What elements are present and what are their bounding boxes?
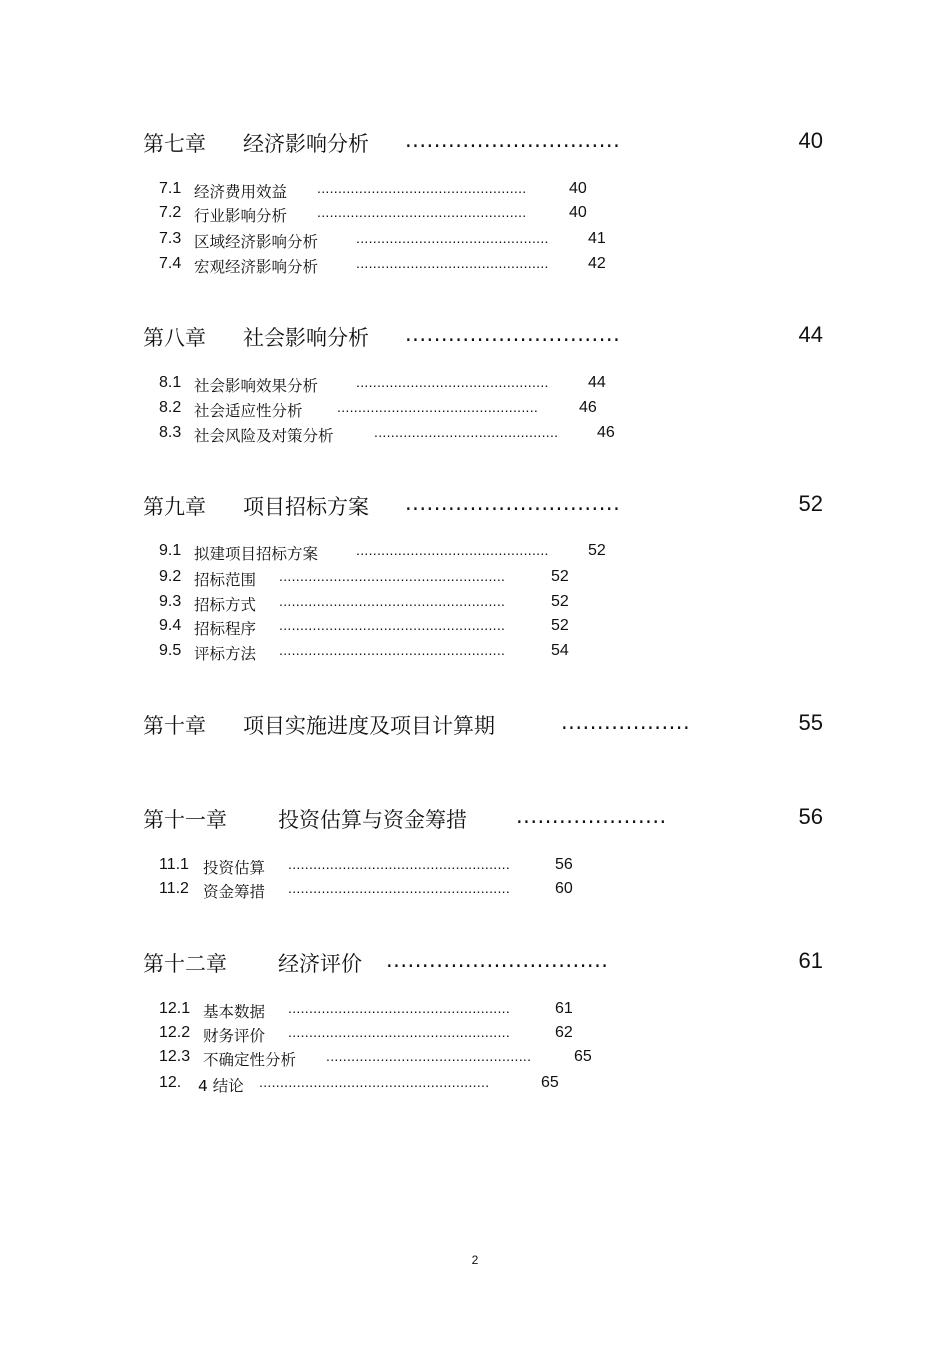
section-number: 9.3 bbox=[159, 593, 182, 610]
leader-dots: .................................................. bbox=[317, 204, 527, 220]
section-title: 社会适应性分析 bbox=[194, 402, 303, 420]
section-title: 不确定性分析 bbox=[203, 1051, 297, 1069]
section-title: 宏观经济影响分析 bbox=[194, 258, 319, 276]
chapter-9-entry[interactable] bbox=[143, 491, 823, 521]
section-page-number: 56 bbox=[555, 856, 573, 873]
chapter-12-entry[interactable] bbox=[143, 948, 823, 978]
section-page-number: 65 bbox=[574, 1048, 592, 1065]
chapter-page-number: 52 bbox=[798, 491, 823, 516]
section-number: 9.2 bbox=[159, 568, 182, 585]
section-page-number: 40 bbox=[569, 180, 587, 197]
leader-dots: ...................................................... bbox=[279, 593, 506, 609]
section-title: 社会影响效果分析 bbox=[194, 377, 319, 395]
section-number: 7.1 bbox=[159, 180, 182, 197]
chapter-number: 第九章 bbox=[143, 495, 206, 519]
section-number: 12. bbox=[159, 1074, 182, 1091]
chapter-number: 第十章 bbox=[143, 714, 206, 738]
section-page-number: 52 bbox=[588, 542, 606, 559]
section-number: 8.1 bbox=[159, 374, 182, 391]
section-number: 8.2 bbox=[159, 399, 182, 416]
section-page-number: 46 bbox=[579, 399, 597, 416]
leader-dots: .............................................. bbox=[356, 230, 549, 246]
section-number: 12.3 bbox=[159, 1048, 191, 1065]
section-number: 7.2 bbox=[159, 204, 182, 221]
section-page-number: 42 bbox=[588, 255, 606, 272]
leader-dots: ...................................................... bbox=[279, 568, 506, 584]
section-number: 9.5 bbox=[159, 642, 182, 659]
leader-dots: .............................. bbox=[405, 491, 621, 515]
section-page-number: 44 bbox=[588, 374, 606, 391]
chapter-page-number: 61 bbox=[798, 948, 823, 973]
section-title: 投资估算 bbox=[203, 859, 266, 877]
section-title: 基本数据 bbox=[203, 1003, 266, 1021]
section-page-number: 62 bbox=[555, 1024, 573, 1041]
leader-dots: ..................................................... bbox=[288, 1000, 511, 1016]
chapter-title: 社会影响分析 bbox=[243, 326, 369, 350]
leader-dots: ............................... bbox=[386, 948, 609, 972]
leader-dots: ..................................................... bbox=[288, 856, 511, 872]
section-page-number: 40 bbox=[569, 204, 587, 221]
section-number: 9.4 bbox=[159, 617, 182, 634]
section-number: 12.1 bbox=[159, 1000, 191, 1017]
chapter-10-entry[interactable] bbox=[143, 710, 823, 740]
section-page-number: 52 bbox=[551, 617, 569, 634]
leader-dots: ................................................. bbox=[326, 1048, 532, 1064]
leader-dots: .................. bbox=[561, 710, 691, 734]
leader-dots: ..................................................... bbox=[288, 1024, 511, 1040]
section-number: 11.1 bbox=[159, 856, 189, 873]
section-page-number: 52 bbox=[551, 593, 569, 610]
section-page-number: 60 bbox=[555, 880, 573, 897]
chapter-title: 经济评价 bbox=[278, 952, 362, 976]
page-number-footer: 2 bbox=[471, 1253, 479, 1267]
leader-dots: ....................................................... bbox=[259, 1074, 490, 1090]
section-title: 招标范围 bbox=[194, 571, 257, 589]
leader-dots: ..................................................... bbox=[288, 880, 511, 896]
leader-dots: .............................. bbox=[405, 322, 621, 346]
leader-dots: .................................................. bbox=[317, 180, 527, 196]
section-title: 招标程序 bbox=[194, 620, 257, 638]
chapter-page-number: 55 bbox=[798, 710, 823, 735]
section-number: 11.2 bbox=[159, 880, 189, 897]
section-number: 7.3 bbox=[159, 230, 182, 247]
section-page-number: 41 bbox=[588, 230, 606, 247]
section-title: 拟建项目招标方案 bbox=[194, 545, 319, 563]
section-title: 招标方式 bbox=[194, 596, 257, 614]
section-number: 9.1 bbox=[159, 542, 182, 559]
chapter-page-number: 40 bbox=[798, 128, 823, 153]
leader-dots: .............................. bbox=[405, 128, 621, 152]
chapter-number: 第十一章 bbox=[143, 808, 227, 832]
section-title: 行业影响分析 bbox=[194, 207, 288, 225]
chapter-page-number: 56 bbox=[798, 804, 823, 829]
chapter-page-number: 44 bbox=[798, 322, 823, 347]
section-number: 8.3 bbox=[159, 424, 182, 441]
leader-dots: ................................................ bbox=[337, 399, 539, 415]
section-page-number: 52 bbox=[551, 568, 569, 585]
chapter-title: 项目实施进度及项目计算期 bbox=[243, 714, 495, 738]
chapter-number: 第七章 bbox=[143, 132, 206, 156]
chapter-number: 第八章 bbox=[143, 326, 206, 350]
section-number: 7.4 bbox=[159, 255, 182, 272]
section-title: 财务评价 bbox=[203, 1027, 266, 1045]
section-page-number: 54 bbox=[551, 642, 569, 659]
section-title: 区域经济影响分析 bbox=[194, 233, 319, 251]
leader-dots: ..................... bbox=[516, 804, 667, 828]
leader-dots: ............................................ bbox=[374, 424, 559, 440]
chapter-8-entry[interactable] bbox=[143, 322, 823, 352]
section-page-number: 46 bbox=[597, 424, 615, 441]
chapter-title: 投资估算与资金筹措 bbox=[278, 808, 467, 832]
leader-dots: ...................................................... bbox=[279, 617, 506, 633]
section-page-number: 61 bbox=[555, 1000, 573, 1017]
chapter-number: 第十二章 bbox=[143, 952, 227, 976]
leader-dots: ...................................................... bbox=[279, 642, 506, 658]
leader-dots: .............................................. bbox=[356, 255, 549, 271]
chapter-7-entry[interactable] bbox=[143, 128, 823, 158]
chapter-title: 项目招标方案 bbox=[243, 495, 369, 519]
chapter-title: 经济影响分析 bbox=[243, 132, 369, 156]
section-title: 社会风险及对策分析 bbox=[194, 427, 334, 445]
chapter-11-entry[interactable] bbox=[143, 804, 823, 834]
section-title: 资金筹措 bbox=[203, 883, 266, 901]
section-title: 经济费用效益 bbox=[194, 183, 288, 201]
leader-dots: .............................................. bbox=[356, 542, 549, 558]
section-title: 评标方法 bbox=[194, 645, 257, 663]
section-page-number: 65 bbox=[541, 1074, 559, 1091]
leader-dots: .............................................. bbox=[356, 374, 549, 390]
section-title: 4 结论 bbox=[198, 1077, 244, 1095]
section-number: 12.2 bbox=[159, 1024, 191, 1041]
